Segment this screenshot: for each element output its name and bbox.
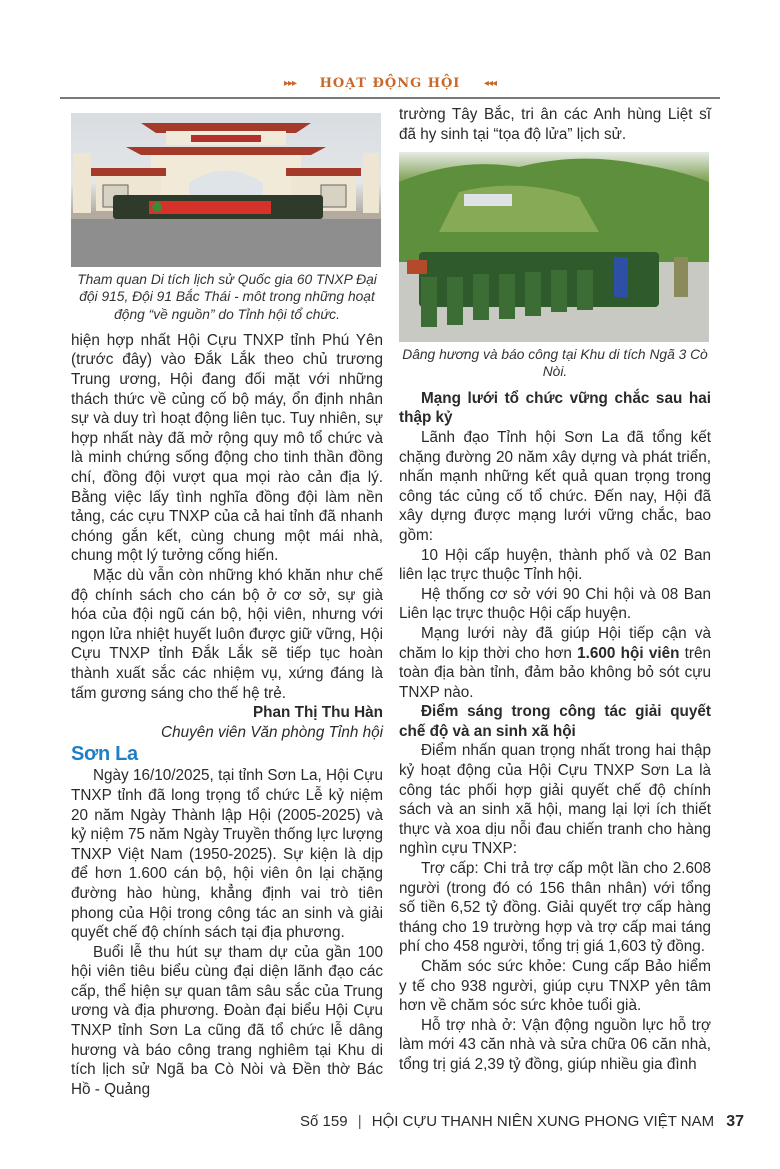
subheading: Điểm sáng trong công tác giải quyết chế độ và an sinh xã hội	[399, 703, 711, 740]
photo1-caption: Tham quan Di tích lịch sử Quốc gia 60 TNXP Đại đội 915, Đội 91 Bắc Thái - môt trong những hoạt động “về nguồn” do Tỉnh hội tổ chức.	[77, 272, 377, 322]
paragraph: Lãnh đạo Tỉnh hội Sơn La đã tổng kết chặng đường 20 năm xây dựng và phát triển, nhấn mạnh những kết quả quan trọng trong công tác củng cố tổ chức. Đến nay, Hội đã xây dựng được mạng lưới vững chắc, bao gồm:	[399, 428, 711, 544]
issue-number: Số 159	[300, 1113, 348, 1131]
section-header-title: HOẠT ĐỘNG HỘI	[319, 76, 461, 91]
paragraph: Ngày 16/10/2025, tại tỉnh Sơn La, Hội Cựu TNXP tỉnh đã long trọng tổ chức Lễ kỷ niệm 20 năm Ngày Thành lập Hội (2005-2025) và kỷ niệm 75 năm Ngày Truyền thống lực lượng TNXP Việt Nam (1950-2025). Sự kiện là dịp để hơn 1.600 cán bộ, hội viên ôn lại chặng đường hào hùng, khẳng định vai trò tiên phong của Hội trong công tác an sinh và giải quyết chế độ chính sách tại địa phương.	[71, 767, 383, 942]
arrow-right-ornament-icon: ▸▸▸	[284, 78, 297, 89]
section-title-son-la: Sơn La	[71, 743, 138, 766]
paragraph: 10 Hội cấp huyện, thành phố và 02 Ban liên lạc trực thuộc Tỉnh hội.	[399, 546, 711, 584]
article-columns	[71, 105, 721, 1099]
paragraph	[399, 624, 711, 702]
photo-icon	[399, 152, 709, 342]
paragraph: Chăm sóc sức khỏe: Cung cấp Bảo hiểm y tế cho 938 người, giúp cựu TNXP yên tâm hơn về chăm sóc sức khỏe tuổi già.	[399, 958, 711, 1015]
paragraph: Mặc dù vẫn còn những khó khăn như chế độ chính sách cho cán bộ ở cơ sở, sự già hóa của đội ngũ cán bộ, hội viên, nhưng với ngọn lửa nhiệt huyết luôn được giữ vững, Hội Cựu TNXP tỉnh Đắk Lắk sẽ tiếp tục hoàn thành xuất sắc các nhiệm vụ, xứng đáng là tấm gương sáng cho thế hệ trẻ.	[71, 567, 383, 702]
paragraph: Hệ thống cơ sở với 90 Chi hội và 08 Ban Liên lạc trực thuộc Hội cấp huyện.	[399, 585, 711, 623]
footer-separator: |	[357, 1113, 362, 1131]
right-column	[399, 105, 711, 1075]
header-divider	[60, 97, 720, 99]
page-footer	[300, 1113, 745, 1151]
paragraph: Điểm nhấn quan trọng nhất trong hai thập kỷ hoạt động của Hội Cựu TNXP Sơn La là công tác phối hợp giải quyết chế độ chính sách và an sinh xã hội, mang lại lợi ích thiết thực và xoa dịu nỗi đau chiến tranh cho hàng nghìn cựu TNXP:	[399, 742, 711, 858]
arrow-left-ornament-icon: ◂◂◂	[483, 78, 496, 89]
photo2-caption: Dâng hương và báo công tại Khu di tích Ngã 3 Cò Nòi.	[402, 347, 708, 380]
highlight-members: 1.600 hội viên	[577, 644, 680, 662]
left-column	[71, 105, 383, 1099]
photo-memorial-gate	[71, 113, 381, 267]
author-name: Phan Thị Thu Hàn	[252, 704, 383, 722]
section-header	[60, 76, 720, 97]
page-number: 37	[726, 1113, 745, 1131]
paragraph: Buổi lễ thu hút sự tham dự của gần 100 hội viên tiêu biểu cùng đại diện lãnh đạo các cấp, thể hiện sự quan tâm sâu sắc của Trung ương và địa phương. Đoàn đại biểu Hội Cựu TNXP tỉnh Sơn La cũng đã tổ chức lễ dâng hương và báo công trang nghiêm tại Khu di tích lịch sử Ngã ba Cò Nòi và Đền thờ Bác Hồ - Quảng	[71, 943, 383, 1098]
text: Mạng lưới này đã giúp Hội tiếp cận và chăm lo kịp thời cho hơn	[399, 624, 711, 662]
photo-icon	[71, 113, 381, 267]
text: trên toàn địa bàn tỉnh, đảm bảo không bỏ sót cựu TNXP nào.	[399, 644, 712, 701]
subheading: Mạng lưới tổ chức vững chắc sau hai thập kỷ	[399, 389, 711, 427]
paragraph: Hỗ trợ nhà ở: Vận động nguồn lực hỗ trợ làm mới 43 căn nhà và sửa chữa 06 căn nhà, tổng trị giá 2,39 tỷ đồng, giúp nhiều gia đình	[399, 1016, 711, 1073]
publication-name: HỘI CỰU THANH NIÊN XUNG PHONG VIỆT NAM	[371, 1113, 715, 1131]
paragraph: Trợ cấp: Chi trả trợ cấp một lần cho 2.608 người (trong đó có 156 thân nhân) với tổng số tiền 6,52 tỷ đồng. Giải quyết trợ cấp hàng tháng cho 19 trường hợp và trợ cấp mai táng phí cho 458 người, tổng trị giá 1,603 tỷ đồng.	[399, 860, 711, 956]
paragraph: trường Tây Bắc, tri ân các Anh hùng Liệt sĩ đã hy sinh tại “tọa độ lửa” lịch sử.	[399, 106, 711, 143]
paragraph: hiện hợp nhất Hội Cựu TNXP tỉnh Phú Yên (trước đây) vào Đắk Lắk theo chủ trương Trung ương, Hội đang đối mặt với những thách thức về củng cố bộ máy, ổn định nhân sự và duy trì hoạt động liên tục. Tuy nhiên, sự hợp nhất này đã mở rộng quy mô tổ chức và là minh chứng sống động cho tinh thần đồng chí, đồng đội vượt qua mọi rào cản địa lý. Bằng việc lấy tình nghĩa đồng đội làm nền tảng, các cựu TNXP của cả hai tỉnh đã nhanh chóng gắn kết, cùng chung một mái nhà, chung một lý tưởng cống hiến.	[71, 331, 383, 565]
author-title: Chuyên viên Văn phòng Tỉnh hội	[161, 723, 383, 741]
photo-group-co-noi	[399, 152, 709, 342]
